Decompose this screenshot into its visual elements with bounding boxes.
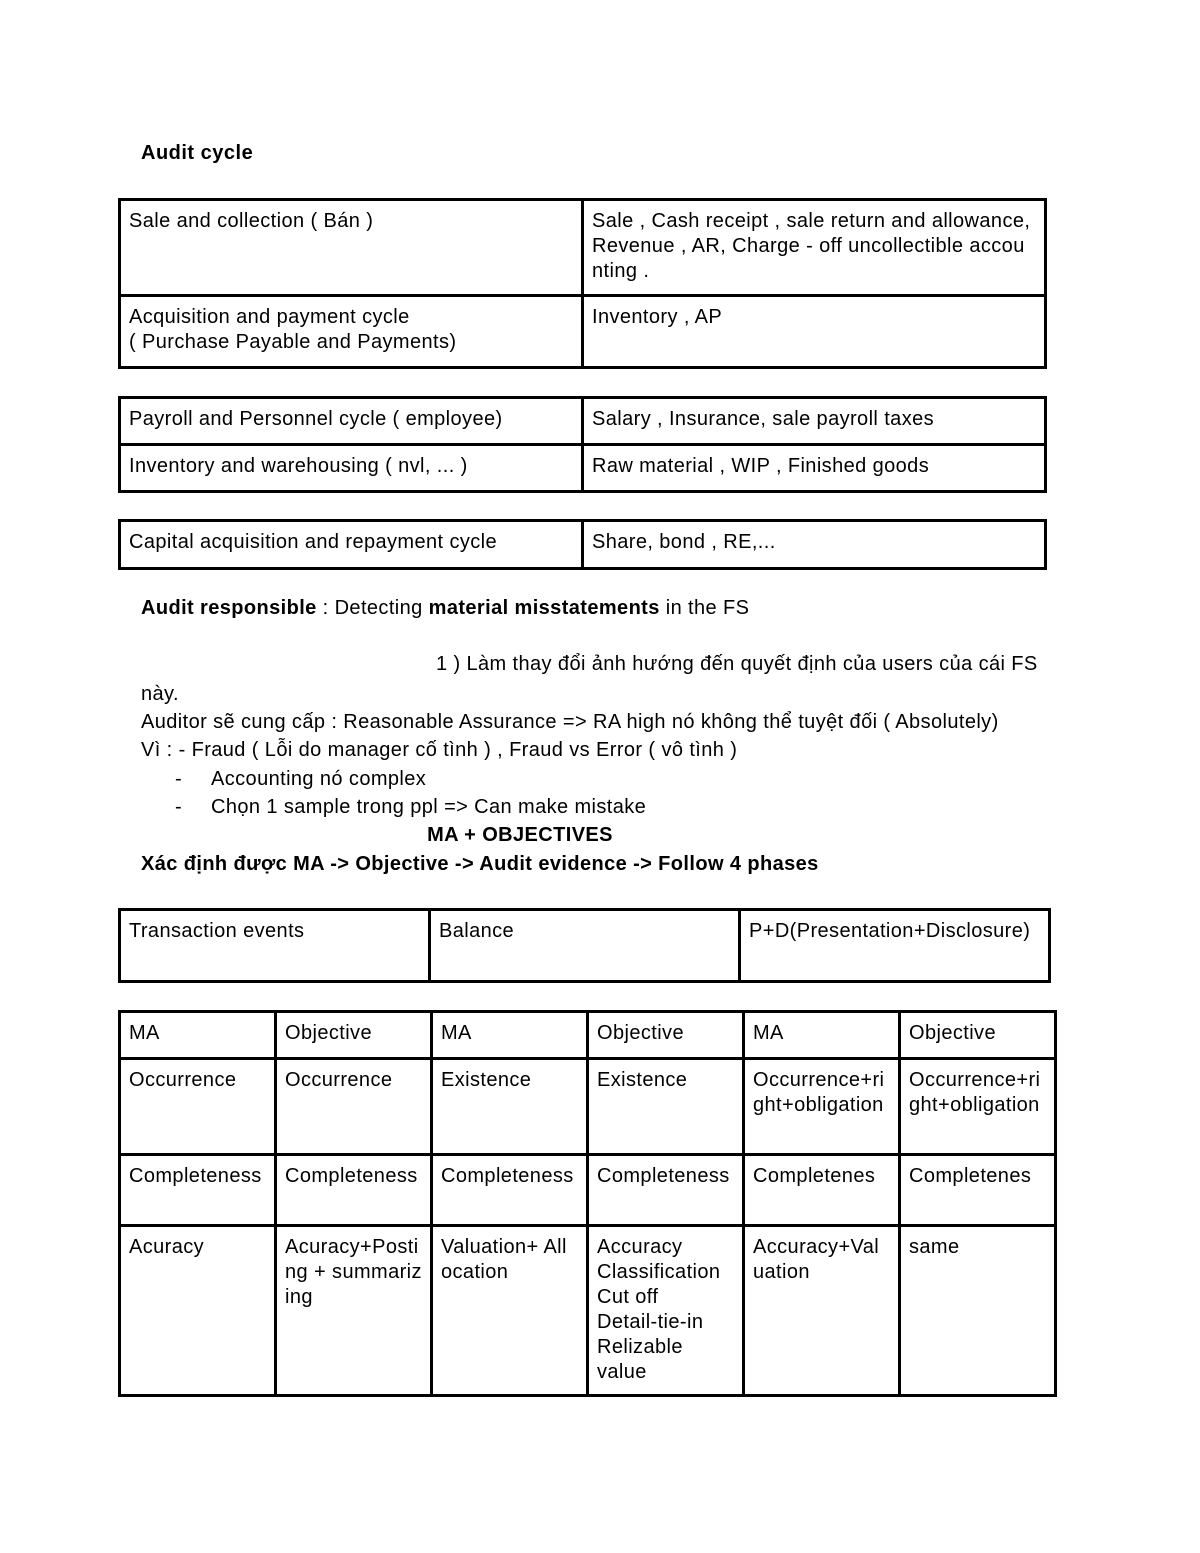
cycles-table-2 (118, 396, 1047, 493)
table-row (120, 398, 1046, 445)
table-row (120, 1155, 1056, 1226)
table-cell: Existence (432, 1059, 588, 1155)
note-line-4: Vì : - Fraud ( Lỗi do manager cố tình ) , Fraud vs Error ( vô tình ) (141, 739, 738, 761)
responsible-label: Audit responsible (141, 597, 317, 619)
heading-ma-objectives: MA + OBJECTIVES (427, 824, 613, 846)
table-cell: MA (432, 1012, 588, 1059)
table-cell: Sale and collection ( Bán ) (120, 200, 583, 296)
table-cell: Payroll and Personnel cycle ( employee) (120, 398, 583, 445)
responsible-bold: material misstatements (428, 597, 660, 619)
table-cell: Objective (900, 1012, 1056, 1059)
table-cell: Occurrence (276, 1059, 432, 1155)
responsible-sep: : Detecting (316, 597, 429, 619)
table-row (120, 910, 1050, 982)
note-line-3: Auditor sẽ cung cấp : Reasonable Assurance => RA high nó không thể tuyệt đối ( Absolutely) (141, 711, 999, 733)
table-cell: Transaction events (120, 910, 430, 982)
page-title: Audit cycle (141, 142, 254, 164)
table-cell: Share, bond , RE,... (583, 521, 1046, 569)
table-cell: Objective (276, 1012, 432, 1059)
table-row (120, 296, 1046, 368)
bullet-item-2: - Chọn 1 sample trong ppl => Can make mistake (175, 796, 647, 818)
table-cell: Accuracy Classification Cut off Detail-tie-in Relizable value (588, 1226, 744, 1396)
table-cell: Valuation+ Allocation (432, 1226, 588, 1396)
bullet-dash: - (175, 796, 183, 818)
note-line-1: 1 ) Làm thay đổi ảnh hướng đến quyết định của users của cái FS (436, 653, 1038, 675)
table-cell: Occurrence+right+obligation (744, 1059, 900, 1155)
heading-flow: Xác định được MA -> Objective -> Audit evidence -> Follow 4 phases (141, 853, 819, 875)
note-line-2: này. (141, 683, 179, 705)
table-row (120, 521, 1046, 569)
table-cell: Inventory , AP (583, 296, 1046, 368)
table-cell: Inventory and warehousing ( nvl, ... ) (120, 445, 583, 492)
table-cell: same (900, 1226, 1056, 1396)
table-row (120, 445, 1046, 492)
table-row (120, 1226, 1056, 1396)
table-cell: Existence (588, 1059, 744, 1155)
table-cell: Objective (588, 1012, 744, 1059)
table-cell: Accuracy+Valuation (744, 1226, 900, 1396)
table-cell: MA (744, 1012, 900, 1059)
table-cell: Acuracy+Posting + summarizing (276, 1226, 432, 1396)
responsible-tail: in the FS (659, 597, 750, 619)
table-row (120, 200, 1046, 296)
table-cell: Completenes (900, 1155, 1056, 1226)
bullet-item-1: - Accounting nó complex (175, 768, 427, 790)
table-cell: P+D(Presentation+Disclosure) (740, 910, 1050, 982)
table-cell: Completenes (744, 1155, 900, 1226)
table-cell: Sale , Cash receipt , sale return and allowance, Revenue , AR, Charge - off uncollectible accounting . (583, 200, 1046, 296)
table-cell: Completeness (120, 1155, 276, 1226)
table-row (120, 1012, 1056, 1059)
table-cell: Occurrence (120, 1059, 276, 1155)
audit-responsible-line (141, 597, 749, 620)
categories-table (118, 908, 1051, 983)
table-cell: Acuracy (120, 1226, 276, 1396)
table-cell: Balance (430, 910, 740, 982)
cycles-table-1 (118, 198, 1047, 369)
table-cell: Occurrence+right+obligation (900, 1059, 1056, 1155)
table-cell: Salary , Insurance, sale payroll taxes (583, 398, 1046, 445)
table-cell: Completeness (588, 1155, 744, 1226)
table-cell: Completeness (432, 1155, 588, 1226)
cycles-table-3 (118, 519, 1047, 570)
table-cell: Capital acquisition and repayment cycle (120, 521, 583, 569)
bullet-dash: - (175, 768, 183, 790)
table-cell: Raw material , WIP , Finished goods (583, 445, 1046, 492)
table-cell: Completeness (276, 1155, 432, 1226)
ma-objectives-table (118, 1010, 1057, 1397)
table-cell: MA (120, 1012, 276, 1059)
table-row (120, 1059, 1056, 1155)
table-cell: Acquisition and payment cycle ( Purchase Payable and Payments) (120, 296, 583, 368)
